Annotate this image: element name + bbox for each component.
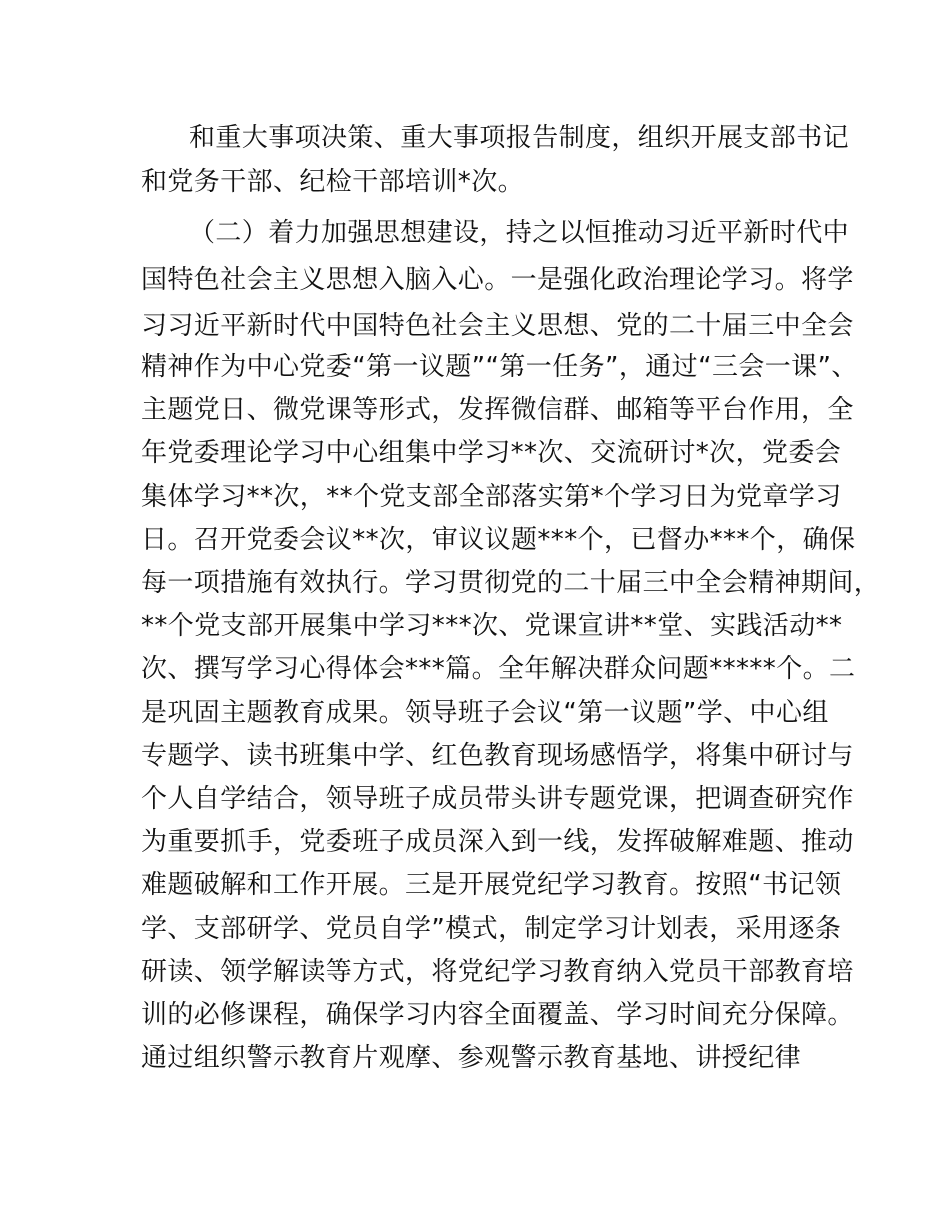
text-line: 训的必修课程，确保学习内容全面覆盖、学习时间充分保障。 [141,1000,854,1030]
text-line: 日。召开党委会议**次，审议议题***个，已督办***个，确保 [141,525,856,555]
text-line: 个人自学结合，领导班子成员带头讲专题党课，把调查研究作 [141,784,854,814]
text-line: 难题破解和工作开展。三是开展党纪学习教育。按照“书记领 [141,870,842,900]
text-line: 是巩固主题教育成果。领导班子会议“第一议题”学、中心组 [141,698,829,728]
text-line: 通过组织警示教育片观摩、参观警示教育基地、讲授纪律 [141,1043,802,1073]
text-line: 研读、领学解读等方式，将党纪学习教育纳入党员干部教育培 [141,957,854,987]
text-line: 专题学、读书班集中学、红色教育现场感悟学，将集中研讨与 [141,741,854,771]
text-line: 学、支部研学、党员自学”模式，制定学习计划表，采用逐条 [141,914,842,944]
section-heading-line: （二）着力加强思想建设，持之以恒推动习近平新时代中 [189,218,850,248]
text-line: **个党支部开展集中学习***次、党课宣讲**堂、实践活动** [141,611,843,641]
text-line: 主题党日、微党课等形式，发挥微信群、邮箱等平台作用，全 [141,395,854,425]
text-line: 和党务干部、纪检干部培训*次。 [141,167,525,197]
text-line: 年党委理论学习中心组集中学习**次、交流研讨*次，党委会 [141,438,842,468]
text-line: 每一项措施有效执行。学习贯彻党的二十届三中全会精神期间， [141,568,881,598]
text-line: 集体学习**次，**个党支部全部落实第*个学习日为党章学习 [141,482,842,512]
text-line: 次、撰写学习心得体会***篇。全年解决群众问题*****个。二 [141,654,856,684]
text-line: 为重要抓手，党委班子成员深入到一线，发挥破解难题、推动 [141,827,854,857]
text-line: 和重大事项决策、重大事项报告制度，组织开展支部书记 [189,123,850,153]
text-line: 国特色社会主义思想入脑入心。一是强化政治理论学习。将学 [141,265,854,295]
text-line: 习习近平新时代中国特色社会主义思想、党的二十届三中全会 [141,311,854,341]
text-line: 精神作为中心党委“第一议题”“第一任务”，通过“三会一课”、 [141,352,858,382]
